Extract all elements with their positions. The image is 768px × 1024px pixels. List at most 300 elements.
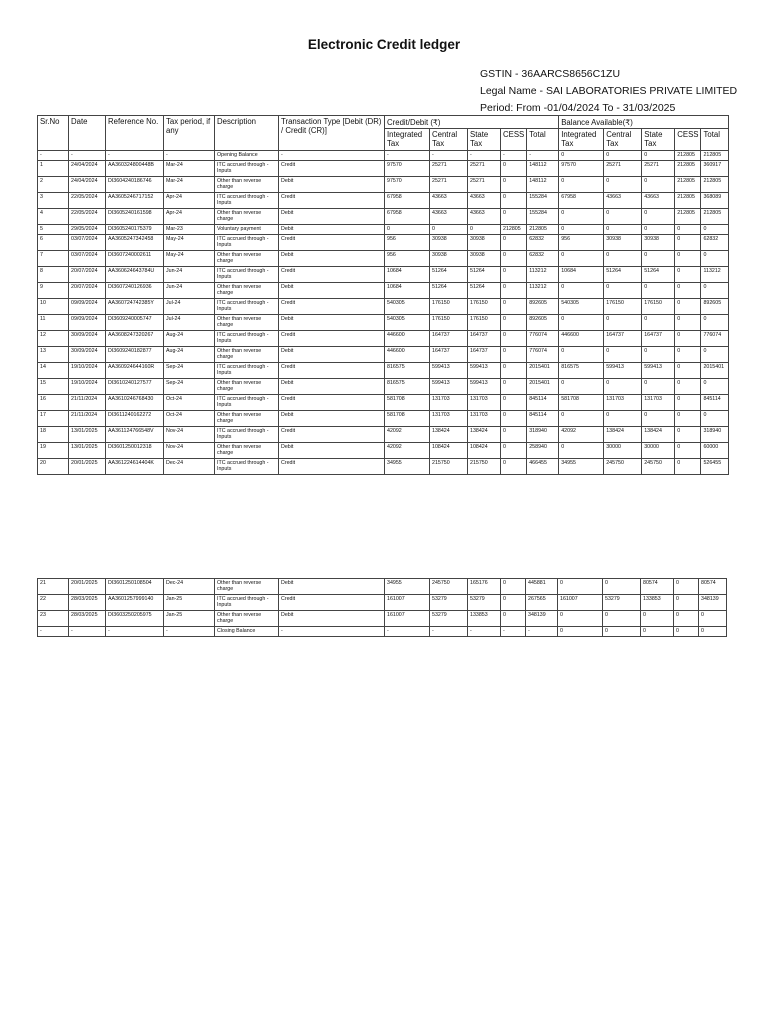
table-row	[38, 411, 729, 427]
table-cell: 43663	[468, 209, 501, 225]
table-cell: 176150	[604, 299, 642, 315]
table-cell: DI3609240182877	[106, 347, 164, 363]
table-cell: 445881	[526, 579, 558, 595]
table-cell: 892605	[701, 299, 729, 315]
table-cell: 22	[38, 595, 69, 611]
table-row	[38, 379, 729, 395]
table-row	[38, 611, 727, 627]
table-cell: DI3605240161598	[106, 209, 164, 225]
table-cell: 0	[675, 315, 701, 331]
table-cell: 10684	[385, 283, 430, 299]
table-row	[38, 151, 729, 161]
table-cell: Other than reverse charge	[215, 315, 279, 331]
table-cell: 51264	[430, 267, 468, 283]
table-cell: 0	[501, 363, 527, 379]
table-cell: 17	[38, 411, 69, 427]
table-cell: -	[526, 627, 558, 637]
table-cell: 28/03/2025	[69, 611, 106, 627]
table-cell: 212805	[501, 225, 527, 235]
table-cell: 0	[642, 315, 675, 331]
table-cell: 348139	[526, 611, 558, 627]
header-bal-central: Central Tax	[604, 129, 642, 151]
table-row	[38, 579, 727, 595]
table-cell: 0	[675, 427, 701, 443]
table-cell: 0	[501, 347, 527, 363]
table-cell: 816575	[385, 379, 430, 395]
table-cell: 7	[38, 251, 69, 267]
table-cell: 12	[38, 331, 69, 347]
table-cell: 540305	[559, 299, 604, 315]
table-cell: 446600	[385, 331, 430, 347]
table-cell: 16	[38, 395, 69, 411]
table-cell: -	[69, 627, 106, 637]
table-cell: 0	[674, 579, 699, 595]
table-cell: 164737	[430, 347, 468, 363]
table-cell: 2015401	[701, 363, 729, 379]
table-cell: AA360924644160R	[106, 363, 164, 379]
table-cell: 43663	[468, 193, 501, 209]
table-cell: Other than reverse charge	[215, 347, 279, 363]
table-cell: 0	[604, 379, 642, 395]
table-cell: Credit	[279, 299, 385, 315]
table-cell: 0	[559, 379, 604, 395]
table-cell: Jun-24	[164, 267, 215, 283]
table-cell: 1	[38, 161, 69, 177]
table-cell: 0	[501, 379, 527, 395]
table-cell: Debit	[279, 579, 385, 595]
table-cell: DI3604240186746	[106, 177, 164, 193]
table-cell: 30938	[468, 235, 501, 251]
table-cell: 176150	[468, 315, 501, 331]
table-cell: 0	[641, 611, 674, 627]
table-cell: DI3607240002611	[106, 251, 164, 267]
table-cell: 24/04/2024	[69, 177, 106, 193]
table-cell: 0	[701, 225, 729, 235]
table-cell: Jul-24	[164, 315, 215, 331]
table-cell: 0	[674, 627, 699, 637]
table-cell: Debit	[279, 315, 385, 331]
table-cell: 0	[674, 611, 699, 627]
table-cell: 80574	[699, 579, 727, 595]
table-cell: 53279	[430, 611, 468, 627]
table-cell: 0	[675, 251, 701, 267]
table-cell: Debit	[279, 379, 385, 395]
table-cell: 43663	[430, 193, 468, 209]
header-balance: Balance Available(₹)	[559, 116, 729, 129]
table-cell: DI3611240162272	[106, 411, 164, 427]
table-cell: DI3610240127577	[106, 379, 164, 395]
table-cell: 60000	[701, 443, 729, 459]
table-cell: 176150	[430, 299, 468, 315]
table-cell: 0	[559, 209, 604, 225]
table-cell: 19	[38, 443, 69, 459]
table-cell: 0	[675, 459, 701, 475]
table-cell: 0	[501, 579, 526, 595]
table-cell: 176150	[642, 299, 675, 315]
table-cell: 0	[675, 331, 701, 347]
table-cell: Credit	[279, 595, 385, 611]
table-cell: 0	[501, 443, 527, 459]
table-cell: Other than reverse charge	[215, 443, 279, 459]
table-cell: 0	[559, 177, 604, 193]
table-cell: 0	[430, 225, 468, 235]
table-cell: Credit	[279, 395, 385, 411]
table-cell: 0	[559, 315, 604, 331]
table-cell: Debit	[279, 209, 385, 225]
table-cell: 80574	[641, 579, 674, 595]
table-cell: 24/04/2024	[69, 161, 106, 177]
table-cell: Apr-24	[164, 193, 215, 209]
table-cell: 164737	[430, 331, 468, 347]
header-cd-cess: CESS	[501, 129, 527, 151]
table-cell: 212805	[675, 209, 701, 225]
table-cell: 30/09/2024	[69, 331, 106, 347]
table-cell: 0	[501, 299, 527, 315]
table-cell: 34955	[385, 459, 430, 475]
table-cell: 816575	[385, 363, 430, 379]
table-row	[38, 331, 729, 347]
table-cell: 2	[38, 177, 69, 193]
table-cell: 09/09/2024	[69, 299, 106, 315]
table-cell: Voluntary payment	[215, 225, 279, 235]
table-cell: 318940	[701, 427, 729, 443]
table-cell: 15	[38, 379, 69, 395]
table-cell: 53279	[430, 595, 468, 611]
table-cell: 212805	[527, 225, 559, 235]
table-cell: 09/09/2024	[69, 315, 106, 331]
table-cell: -	[385, 151, 430, 161]
ledger-table-continued	[37, 578, 727, 637]
table-cell: 0	[501, 283, 527, 299]
table-cell: 67958	[385, 193, 430, 209]
ledger-table-body	[38, 151, 729, 475]
table-cell: 28/03/2025	[69, 595, 106, 611]
table-cell: Credit	[279, 331, 385, 347]
table-cell: 956	[385, 235, 430, 251]
table-cell: 161007	[385, 595, 430, 611]
table-cell: 30938	[642, 235, 675, 251]
table-cell: -	[69, 151, 106, 161]
table-row	[38, 395, 729, 411]
table-cell: -	[38, 151, 69, 161]
table-cell: 22/05/2024	[69, 209, 106, 225]
table-cell: 25271	[604, 161, 642, 177]
table-cell: 13/01/2025	[69, 443, 106, 459]
table-cell: -	[468, 627, 501, 637]
table-cell: Sep-24	[164, 379, 215, 395]
table-row	[38, 267, 729, 283]
table-cell: Credit	[279, 427, 385, 443]
header-tax-period: Tax period, if any	[164, 116, 215, 151]
table-cell: 212805	[675, 151, 701, 161]
table-cell: 0	[559, 347, 604, 363]
table-cell: 0	[501, 209, 527, 225]
ledger-table	[37, 115, 729, 475]
table-row	[38, 363, 729, 379]
table-cell: -	[527, 151, 559, 161]
table-row	[38, 161, 729, 177]
table-cell: AA360324800448B	[106, 161, 164, 177]
header-bal-total: Total	[701, 129, 729, 151]
table-cell: 0	[675, 225, 701, 235]
table-cell: 0	[675, 411, 701, 427]
table-cell: 0	[501, 459, 527, 475]
table-cell: 581708	[559, 395, 604, 411]
table-cell: 0	[675, 379, 701, 395]
table-cell: 368089	[701, 193, 729, 209]
header-cd-total: Total	[527, 129, 559, 151]
header-description: Description	[215, 116, 279, 151]
table-cell: 0	[501, 315, 527, 331]
table-cell: 599413	[604, 363, 642, 379]
table-cell: Nov-24	[164, 427, 215, 443]
table-cell: 0	[642, 225, 675, 235]
table-cell: 03/07/2024	[69, 235, 106, 251]
table-cell: 0	[501, 595, 526, 611]
table-cell: 245750	[642, 459, 675, 475]
table-cell: 0	[559, 443, 604, 459]
table-cell: Debit	[279, 225, 385, 235]
table-cell: 0	[558, 627, 603, 637]
table-cell: 0	[701, 315, 729, 331]
table-cell: ITC accrued through - Inputs	[215, 427, 279, 443]
table-cell: 0	[501, 235, 527, 251]
table-cell: 0	[501, 331, 527, 347]
table-cell: 161007	[558, 595, 603, 611]
table-cell: 581708	[385, 411, 430, 427]
table-cell: 30/09/2024	[69, 347, 106, 363]
table-cell: Other than reverse charge	[215, 611, 279, 627]
table-row	[38, 209, 729, 225]
table-cell: 0	[604, 347, 642, 363]
table-cell: 20/01/2025	[69, 579, 106, 595]
table-cell: 348139	[699, 595, 727, 611]
table-cell: 892605	[527, 299, 559, 315]
table-cell: DI3603250205975	[106, 611, 164, 627]
table-cell: 131703	[468, 411, 501, 427]
table-cell: 245750	[604, 459, 642, 475]
table-cell: Credit	[279, 459, 385, 475]
table-cell: 131703	[468, 395, 501, 411]
table-cell: 526455	[701, 459, 729, 475]
table-cell: Debit	[279, 177, 385, 193]
table-cell: 599413	[430, 379, 468, 395]
table-cell: 258940	[527, 443, 559, 459]
table-cell: 212805	[675, 193, 701, 209]
table-cell: 30938	[430, 251, 468, 267]
table-cell: Debit	[279, 251, 385, 267]
table-cell: 0	[385, 225, 430, 235]
table-cell: 131703	[604, 395, 642, 411]
header-cd-central: Central Tax	[430, 129, 468, 151]
table-cell: Jul-24	[164, 299, 215, 315]
table-cell: 19/10/2024	[69, 379, 106, 395]
table-cell: 956	[559, 235, 604, 251]
table-cell: Mar-24	[164, 177, 215, 193]
table-cell: 133853	[641, 595, 674, 611]
table-cell: 0	[604, 209, 642, 225]
table-cell: 10684	[559, 267, 604, 283]
table-cell: 5	[38, 225, 69, 235]
table-cell: 845114	[527, 395, 559, 411]
header-bal-cess: CESS	[675, 129, 701, 151]
table-cell: 0	[501, 427, 527, 443]
table-cell: 67958	[559, 193, 604, 209]
table-cell: 34955	[385, 579, 430, 595]
table-cell: -	[38, 627, 69, 637]
table-cell: Aug-24	[164, 347, 215, 363]
table-cell: 30938	[430, 235, 468, 251]
table-cell: 0	[604, 151, 642, 161]
table-cell: 0	[675, 395, 701, 411]
table-cell: May-24	[164, 251, 215, 267]
table-cell: 23	[38, 611, 69, 627]
table-cell: 155284	[527, 193, 559, 209]
table-cell: 165176	[468, 579, 501, 595]
table-cell: 10684	[385, 267, 430, 283]
table-cell: 161007	[385, 611, 430, 627]
table-cell: 97570	[385, 161, 430, 177]
table-cell: -	[468, 151, 501, 161]
table-cell: Debit	[279, 347, 385, 363]
table-cell: 29/05/2024	[69, 225, 106, 235]
table-cell: 0	[501, 411, 527, 427]
table-cell: 0	[642, 347, 675, 363]
table-cell: ITC accrued through - Inputs	[215, 459, 279, 475]
table-cell: 540305	[385, 299, 430, 315]
table-cell: 2015401	[527, 363, 559, 379]
table-cell: 67958	[385, 209, 430, 225]
table-cell: Oct-24	[164, 411, 215, 427]
table-cell: 0	[603, 579, 641, 595]
table-cell: 540305	[385, 315, 430, 331]
table-cell: 164737	[604, 331, 642, 347]
table-cell: 148112	[527, 177, 559, 193]
table-cell: 43663	[642, 193, 675, 209]
table-cell: 13/01/2025	[69, 427, 106, 443]
table-cell: -	[164, 627, 215, 637]
table-cell: AA361224614404K	[106, 459, 164, 475]
table-cell: 599413	[430, 363, 468, 379]
table-cell: 30000	[604, 443, 642, 459]
table-cell: ITC accrued through - Inputs	[215, 267, 279, 283]
table-cell: 131703	[430, 411, 468, 427]
table-cell: 845114	[701, 395, 729, 411]
table-cell: 0	[701, 379, 729, 395]
table-cell: 0	[501, 177, 527, 193]
table-cell: 18	[38, 427, 69, 443]
table-cell: AA3610246768430	[106, 395, 164, 411]
table-cell: Credit	[279, 235, 385, 251]
table-cell: AA360724742385Y	[106, 299, 164, 315]
table-cell: 25271	[642, 161, 675, 177]
table-cell: 4	[38, 209, 69, 225]
table-cell: 53279	[603, 595, 641, 611]
table-cell: 0	[558, 579, 603, 595]
table-cell: 30938	[604, 235, 642, 251]
legal-name: Legal Name - SAI LABORATORIES PRIVATE LIMITED	[480, 85, 738, 97]
table-cell: 0	[642, 251, 675, 267]
table-cell: 0	[604, 315, 642, 331]
table-cell: -	[501, 151, 527, 161]
table-cell: Credit	[279, 363, 385, 379]
table-cell: 0	[501, 193, 527, 209]
table-cell: 42092	[385, 427, 430, 443]
table-row	[38, 627, 727, 637]
table-cell: 581708	[385, 395, 430, 411]
table-cell: 34955	[559, 459, 604, 475]
table-cell: 0	[501, 267, 527, 283]
table-cell: Mar-23	[164, 225, 215, 235]
table-cell: Credit	[279, 193, 385, 209]
header-cd-state: State Tax	[468, 129, 501, 151]
table-cell: 20/07/2024	[69, 283, 106, 299]
table-cell: 19/10/2024	[69, 363, 106, 379]
table-cell: 0	[603, 611, 641, 627]
table-cell: Other than reverse charge	[215, 177, 279, 193]
table-cell: 164737	[468, 331, 501, 347]
table-cell: 892605	[527, 315, 559, 331]
table-cell: 318940	[527, 427, 559, 443]
table-cell: 0	[701, 347, 729, 363]
table-cell: 113212	[527, 267, 559, 283]
table-cell: 776074	[701, 331, 729, 347]
table-cell: 42092	[559, 427, 604, 443]
table-cell: ITC accrued through - Inputs	[215, 161, 279, 177]
table-cell: 0	[642, 177, 675, 193]
table-cell: 0	[501, 395, 527, 411]
table-cell: 0	[642, 151, 675, 161]
table-cell: ITC accrued through - Inputs	[215, 331, 279, 347]
table-cell: 0	[701, 251, 729, 267]
table-cell: DI3607240126936	[106, 283, 164, 299]
table-cell: 164737	[642, 331, 675, 347]
table-cell: 25271	[468, 177, 501, 193]
table-cell: 62832	[701, 235, 729, 251]
table-cell: 0	[559, 251, 604, 267]
table-cell: ITC accrued through - Inputs	[215, 193, 279, 209]
table-cell: Sep-24	[164, 363, 215, 379]
table-cell: DI3609240005747	[106, 315, 164, 331]
table-cell: 51264	[430, 283, 468, 299]
table-cell: 138424	[604, 427, 642, 443]
table-cell: 212805	[701, 151, 729, 161]
table-cell: ITC accrued through - Inputs	[215, 363, 279, 379]
table-cell: 13	[38, 347, 69, 363]
table-cell: 0	[501, 251, 527, 267]
table-cell: 97570	[559, 161, 604, 177]
table-cell: 51264	[604, 267, 642, 283]
table-cell: 176150	[468, 299, 501, 315]
table-cell: 97570	[385, 177, 430, 193]
table-cell: 212805	[675, 177, 701, 193]
table-cell: 138424	[468, 427, 501, 443]
table-row	[38, 251, 729, 267]
header-date: Date	[69, 116, 106, 151]
table-cell: 599413	[468, 379, 501, 395]
header-bal-state: State Tax	[642, 129, 675, 151]
table-cell: 212805	[701, 209, 729, 225]
table-cell: 466455	[527, 459, 559, 475]
table-cell: Aug-24	[164, 331, 215, 347]
table-cell: 0	[501, 611, 526, 627]
table-cell: Other than reverse charge	[215, 283, 279, 299]
table-cell: ITC accrued through - Inputs	[215, 235, 279, 251]
table-cell: AA3605247342458	[106, 235, 164, 251]
table-cell: 245750	[430, 579, 468, 595]
period: Period: From -01/04/2024 To - 31/03/2025	[480, 102, 676, 114]
table-cell: 0	[559, 151, 604, 161]
